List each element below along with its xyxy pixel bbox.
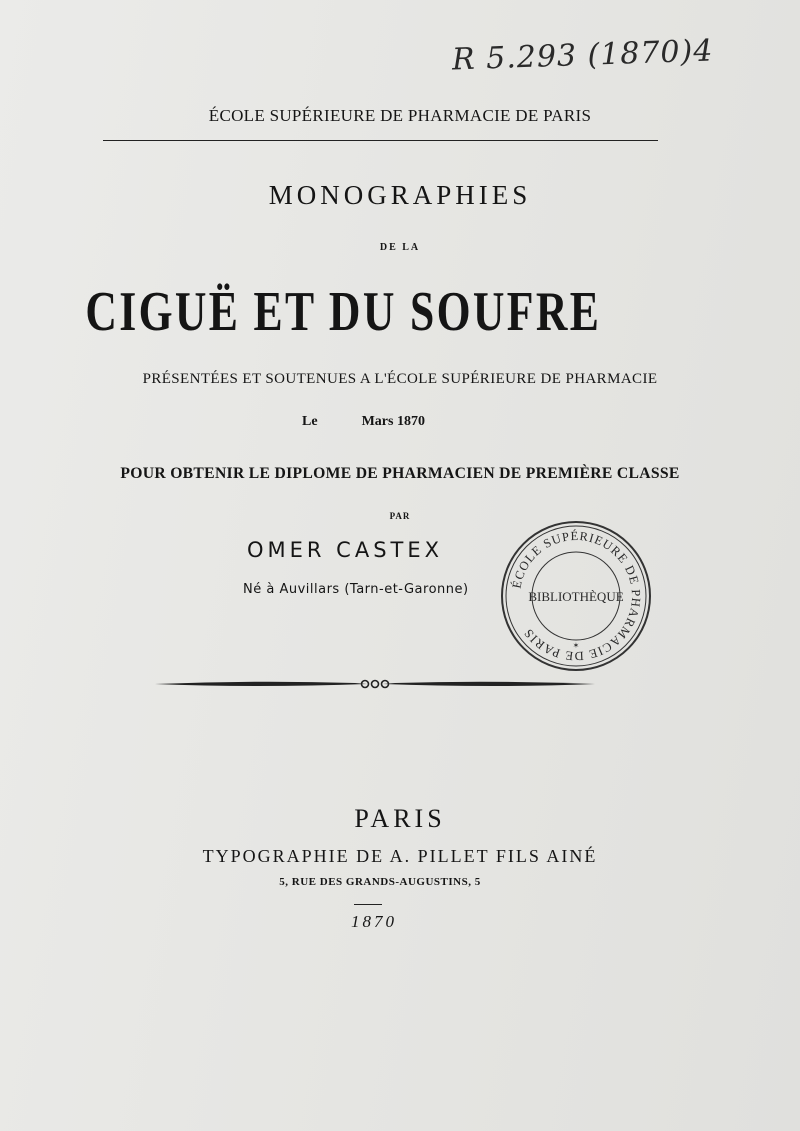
imprint-printer: TYPOGRAPHIE DE A. PILLET FILS AINÉ	[202, 846, 598, 866]
imprint-address: 5, RUE DES GRANDS-AUGUSTINS, 5	[279, 876, 481, 888]
stamp-star-icon: ✶	[572, 641, 580, 650]
header-rule	[103, 140, 658, 141]
main-title: CIGUË ET DU SOUFRE	[85, 281, 602, 343]
stamp-ring-text: ÉCOLE SUPÉRIEURE DE PHARMACIE DE PARIS	[509, 528, 644, 664]
imprint-rule	[354, 904, 382, 905]
library-stamp	[498, 518, 654, 674]
defense-date	[302, 414, 425, 430]
imprint-year: 1870	[351, 912, 397, 931]
stamp-center-text: BIBLIOTHÈQUE	[528, 589, 624, 604]
ornamental-divider	[155, 674, 595, 694]
date-le: Le	[302, 414, 318, 429]
date-month-year: Mars 1870	[361, 414, 425, 429]
imprint-city: PARIS	[354, 804, 446, 833]
title-monographies: MONOGRAPHIES	[268, 180, 532, 210]
school-header: ÉCOLE SUPÉRIEURE DE PHARMACIE DE PARIS	[208, 106, 592, 125]
title-de-la: DE LA	[379, 242, 421, 253]
author-birthplace: Né à Auvillars (Tarn-et-Garonne)	[243, 582, 469, 597]
author-name: OMER CASTEX	[247, 538, 444, 562]
degree-line: POUR OBTENIR LE DIPLOME DE PHARMACIEN DE PREMIÈRE CLASSE	[120, 465, 680, 482]
handwritten-shelfmark: R 5.293 (1870)4	[451, 33, 714, 78]
par-label: PAR	[389, 511, 411, 521]
presentation-line: PRÉSENTÉES ET SOUTENUES A L'ÉCOLE SUPÉRIEURE DE PHARMACIE	[142, 371, 658, 387]
